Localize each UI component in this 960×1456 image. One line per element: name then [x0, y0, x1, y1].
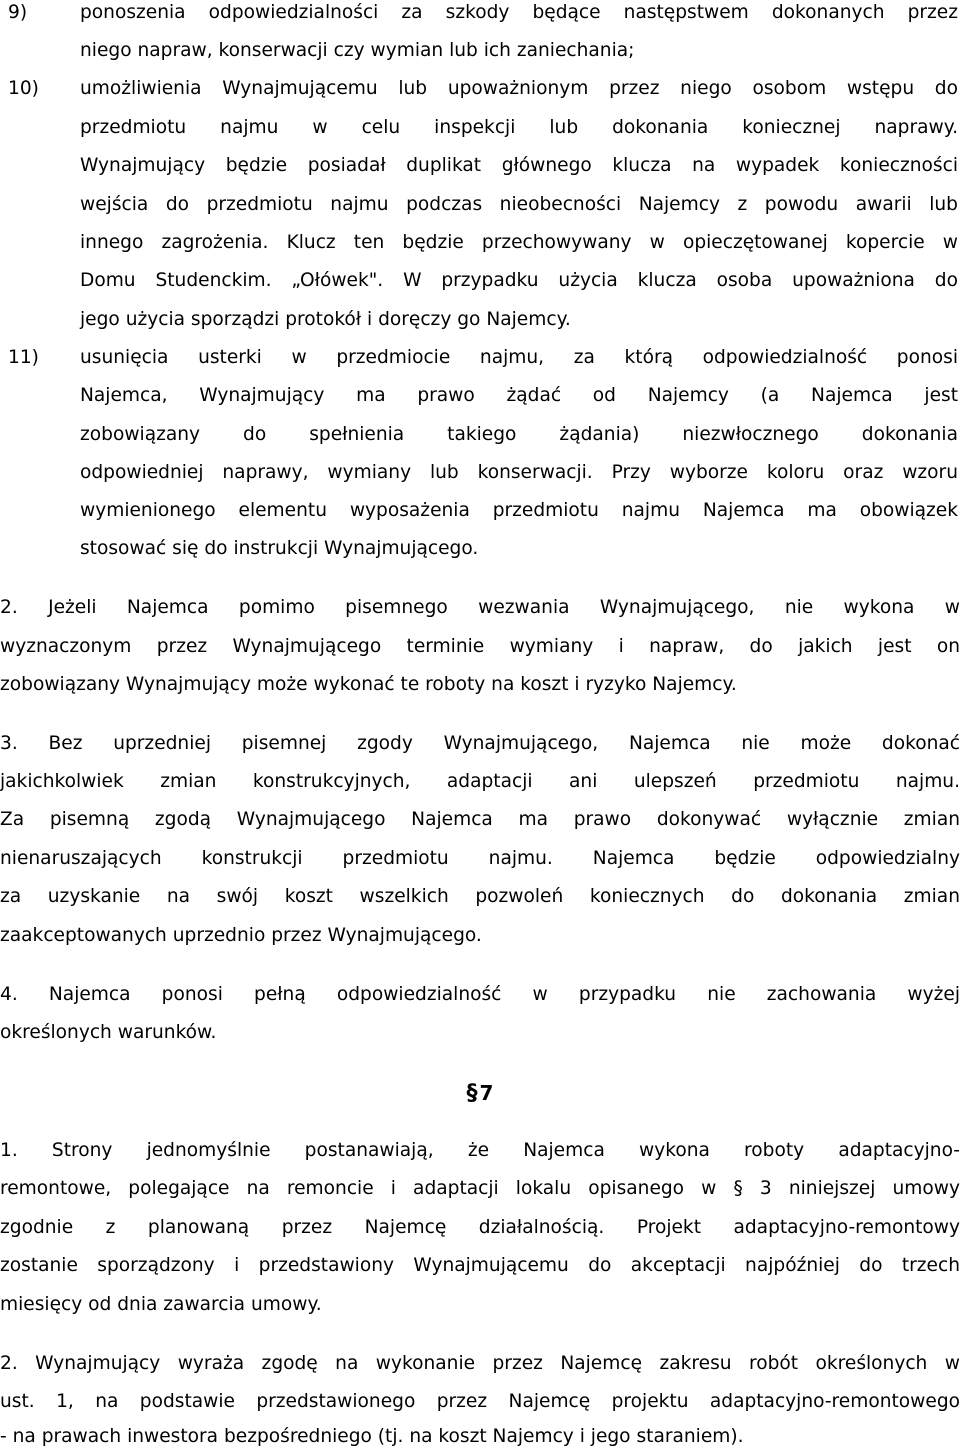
list-item-11-line: stosować się do instrukcji Wynajmującego.: [80, 538, 479, 559]
list-item-11-line: Najemca, Wynajmujący ma prawo żądać od Najemcy (a Najemca jest: [80, 385, 958, 406]
list-item-10-line: umożliwienia Wynajmującemu lub upoważnionym przez niego osobom wstępu do: [80, 78, 958, 99]
list-item-11-line: zobowiązany do spełnienia takiego żądania) niezwłocznego dokonania: [80, 424, 958, 445]
section-number: 7: [479, 1081, 494, 1105]
list-item-11-line: usunięcia usterki w przedmiocie najmu, za którą odpowiedzialność ponosi: [80, 347, 958, 368]
paragraph-2-line: 2. Jeżeli Najemca pomimo pisemnego wezwania Wynajmującego, nie wykona w: [0, 597, 960, 618]
paragraph-3-line: zaakceptowanych uprzednio przez Wynajmującego.: [0, 925, 482, 946]
list-item-10-line: jego użycia sporządzi protokół i doręczy go Najemcy.: [80, 309, 571, 330]
section-symbol: §: [466, 1081, 478, 1106]
list-item-9-line: ponoszenia odpowiedzialności za szkody będące następstwem dokonanych przez: [80, 2, 958, 23]
section-heading: [0, 1073, 960, 1113]
section-7-paragraph-1-line: zgodnie z planowaną przez Najemcę działalnością. Projekt adaptacyjno-remontowy: [0, 1217, 960, 1238]
section-7-paragraph-2-line: 2. Wynajmujący wyraża zgodę na wykonanie przez Najemcę zakresu robót określonych w: [0, 1353, 960, 1374]
list-item-11-line: wymienionego elementu wyposażenia przedmiotu najmu Najemca ma obowiązek: [80, 500, 958, 521]
section-7-paragraph-1-line: miesięcy od dnia zawarcia umowy.: [0, 1294, 322, 1315]
list-item-10-line: innego zagrożenia. Klucz ten będzie przechowywany w opieczętowanej kopercie w: [80, 232, 958, 253]
section-7-paragraph-1-line: remontowe, polegające na remoncie i adaptacji lokalu opisanego w § 3 niniejszej umowy: [0, 1178, 960, 1199]
paragraph-3-line: Za pisemną zgodą Wynajmującego Najemca ma prawo dokonywać wyłącznie zmian: [0, 809, 960, 830]
list-number-9: 9): [8, 2, 28, 23]
list-item-9-line: niego napraw, konserwacji czy wymian lub ich zaniechania;: [80, 40, 635, 61]
paragraph-2-line: wyznaczonym przez Wynajmującego terminie wymiany i napraw, do jakich jest on: [0, 636, 960, 657]
list-number-11: 11): [8, 347, 39, 368]
paragraph-2-line: zobowiązany Wynajmujący może wykonać te roboty na koszt i ryzyko Najemcy.: [0, 674, 737, 695]
paragraph-4-line: określonych warunków.: [0, 1022, 217, 1043]
paragraph-3-line: nienaruszających konstrukcji przedmiotu najmu. Najemca będzie odpowiedzialny: [0, 848, 960, 869]
list-item-10-line: Wynajmujący będzie posiadał duplikat głównego klucza na wypadek konieczności: [80, 155, 958, 176]
list-number-10: 10): [8, 78, 39, 99]
section-7-paragraph-2-line: - na prawach inwestora bezpośredniego (tj. na koszt Najemcy i jego staraniem).: [0, 1426, 744, 1447]
paragraph-4-line: 4. Najemca ponosi pełną odpowiedzialność w przypadku nie zachowania wyżej: [0, 984, 960, 1005]
paragraph-3-line: 3. Bez uprzedniej pisemnej zgody Wynajmującego, Najemca nie może dokonać: [0, 733, 960, 754]
paragraph-3-line: za uzyskanie na swój koszt wszelkich pozwoleń koniecznych do dokonania zmian: [0, 886, 960, 907]
list-item-10-line: wejścia do przedmiotu najmu podczas nieobecności Najemcy z powodu awarii lub: [80, 194, 958, 215]
section-7-paragraph-2-line: ust. 1, na podstawie przedstawionego przez Najemcę projektu adaptacyjno-remontowego: [0, 1391, 960, 1412]
list-item-10-line: przedmiotu najmu w celu inspekcji lub dokonania koniecznej naprawy.: [80, 117, 958, 138]
section-7-paragraph-1-line: 1. Strony jednomyślnie postanawiają, że Najemca wykona roboty adaptacyjno-: [0, 1140, 960, 1161]
list-item-11-line: odpowiedniej naprawy, wymiany lub konserwacji. Przy wyborze koloru oraz wzoru: [80, 462, 958, 483]
paragraph-3-line: jakichkolwiek zmian konstrukcyjnych, adaptacji ani ulepszeń przedmiotu najmu.: [0, 771, 960, 792]
list-item-10-line: Domu Studenckim. „Ołówek". W przypadku użycia klucza osoba upoważniona do: [80, 270, 958, 291]
section-7-paragraph-1-line: zostanie sporządzony i przedstawiony Wynajmującemu do akceptacji najpóźniej do trzech: [0, 1255, 960, 1276]
